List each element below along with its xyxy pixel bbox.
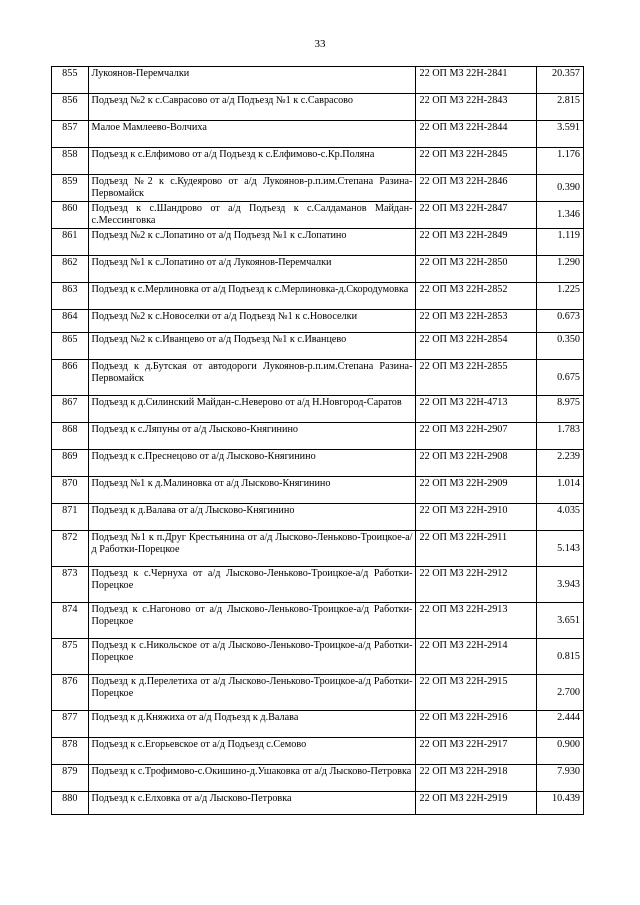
road-length: 0.673 bbox=[537, 310, 584, 333]
row-number: 864 bbox=[52, 310, 89, 333]
table-row bbox=[52, 603, 584, 639]
road-length: 1.346 bbox=[537, 202, 584, 229]
road-name: Подъезд №1 к с.Лопатино от а/д Лукоянов-Перемчалки bbox=[88, 256, 416, 283]
road-name: Лукоянов-Перемчалки bbox=[88, 67, 416, 94]
road-length: 4.035 bbox=[537, 504, 584, 531]
road-name: Подъезд к с.Елховка от а/д Лысково-Петровка bbox=[88, 792, 416, 815]
table-row bbox=[52, 792, 584, 815]
row-number: 856 bbox=[52, 94, 89, 121]
road-length: 1.176 bbox=[537, 148, 584, 175]
road-name: Подъезд к с.Нагоново от а/д Лысково-Леньково-Троицкое-а/д Работки-Порецкое bbox=[88, 603, 416, 639]
road-name: Подъезд №2 к с.Новоселки от а/д Подъезд №1 к с.Новоселки bbox=[88, 310, 416, 333]
road-id: 22 ОП МЗ 22Н-2853 bbox=[416, 310, 537, 333]
road-length: 5.143 bbox=[537, 531, 584, 567]
road-length: 2.239 bbox=[537, 450, 584, 477]
road-name: Подъезд к д.Княжиха от а/д Подъезд к д.Валава bbox=[88, 711, 416, 738]
road-name: Подъезд к с.Ляпуны от а/д Лысково-Княгинино bbox=[88, 423, 416, 450]
row-number: 872 bbox=[52, 531, 89, 567]
row-number: 876 bbox=[52, 675, 89, 711]
table-row bbox=[52, 504, 584, 531]
road-id: 22 ОП МЗ 22Н-2919 bbox=[416, 792, 537, 815]
road-length: 7.930 bbox=[537, 765, 584, 792]
row-number: 860 bbox=[52, 202, 89, 229]
row-number: 866 bbox=[52, 360, 89, 396]
road-id: 22 ОП МЗ 22Н-2909 bbox=[416, 477, 537, 504]
road-id: 22 ОП МЗ 22Н-2913 bbox=[416, 603, 537, 639]
row-number: 869 bbox=[52, 450, 89, 477]
row-number: 870 bbox=[52, 477, 89, 504]
row-number: 875 bbox=[52, 639, 89, 675]
row-number: 863 bbox=[52, 283, 89, 310]
row-number: 878 bbox=[52, 738, 89, 765]
road-length: 1.225 bbox=[537, 283, 584, 310]
road-id: 22 ОП МЗ 22Н-2907 bbox=[416, 423, 537, 450]
road-name: Подъезд к с.Егорьевское от а/д Подъезд с.Семово bbox=[88, 738, 416, 765]
table-row bbox=[52, 310, 584, 333]
road-name: Подъезд к с.Елфимово от а/д Подъезд к с.Елфимово-с.Кр.Поляна bbox=[88, 148, 416, 175]
table-row bbox=[52, 765, 584, 792]
road-id: 22 ОП МЗ 22Н-2918 bbox=[416, 765, 537, 792]
table-row bbox=[52, 450, 584, 477]
road-name: Подъезд №1 к д.Малиновка от а/д Лысково-Княгинино bbox=[88, 477, 416, 504]
road-length: 20.357 bbox=[537, 67, 584, 94]
road-name: Подъезд к с.Мерлиновка от а/д Подъезд к с.Мерлиновка-д.Скородумовка bbox=[88, 283, 416, 310]
row-number: 874 bbox=[52, 603, 89, 639]
table-row bbox=[52, 396, 584, 423]
road-id: 22 ОП МЗ 22Н-2841 bbox=[416, 67, 537, 94]
table-row bbox=[52, 229, 584, 256]
road-length: 1.119 bbox=[537, 229, 584, 256]
road-name: Подъезд №2 к с.Иванцево от а/д Подъезд №1 к с.Иванцево bbox=[88, 333, 416, 360]
table-row bbox=[52, 67, 584, 94]
road-length: 0.815 bbox=[537, 639, 584, 675]
table-row bbox=[52, 738, 584, 765]
row-number: 862 bbox=[52, 256, 89, 283]
road-name: Подъезд №1 к п.Друг Крестьянина от а/д Лысково-Леньково-Троицкое-а/д Работки-Порецкое bbox=[88, 531, 416, 567]
roads-table-body bbox=[52, 67, 584, 815]
road-name: Подъезд к д.Бутская от автодороги Лукоянов-р.п.им.Степана Разина-Первомайск bbox=[88, 360, 416, 396]
road-length: 2.815 bbox=[537, 94, 584, 121]
page-number: 33 bbox=[314, 38, 326, 50]
road-id: 22 ОП МЗ 22Н-2910 bbox=[416, 504, 537, 531]
road-id: 22 ОП МЗ 22Н-2847 bbox=[416, 202, 537, 229]
road-id: 22 ОП МЗ 22Н-2845 bbox=[416, 148, 537, 175]
row-number: 865 bbox=[52, 333, 89, 360]
road-name: Подъезд к с.Чернуха от а/д Лысково-Леньково-Троицкое-а/д Работки-Порецкое bbox=[88, 567, 416, 603]
table-row bbox=[52, 333, 584, 360]
road-length: 2.700 bbox=[537, 675, 584, 711]
road-length: 1.014 bbox=[537, 477, 584, 504]
table-row bbox=[52, 121, 584, 148]
road-name: Подъезд к с.Шандрово от а/д Подъезд к с.Салдаманов Майдан-с.Мессинговка bbox=[88, 202, 416, 229]
table-row bbox=[52, 360, 584, 396]
table-row bbox=[52, 477, 584, 504]
road-id: 22 ОП МЗ 22Н-2911 bbox=[416, 531, 537, 567]
row-number: 858 bbox=[52, 148, 89, 175]
road-name: Подъезд №2 к с.Кудеярово от а/д Лукоянов-р.п.им.Степана Разина-Первомайск bbox=[88, 175, 416, 202]
road-length: 0.675 bbox=[537, 360, 584, 396]
road-name: Подъезд к с.Трофимово-с.Окишино-д.Ушаковка от а/д Лысково-Петровка bbox=[88, 765, 416, 792]
road-id: 22 ОП МЗ 22Н-2852 bbox=[416, 283, 537, 310]
road-length: 3.591 bbox=[537, 121, 584, 148]
row-number: 873 bbox=[52, 567, 89, 603]
road-length: 3.943 bbox=[537, 567, 584, 603]
row-number: 859 bbox=[52, 175, 89, 202]
road-length: 0.350 bbox=[537, 333, 584, 360]
road-length: 3.651 bbox=[537, 603, 584, 639]
row-number: 855 bbox=[52, 67, 89, 94]
row-number: 877 bbox=[52, 711, 89, 738]
table-row bbox=[52, 639, 584, 675]
road-name: Подъезд к с.Преснецово от а/д Лысково-Княгинино bbox=[88, 450, 416, 477]
table-row bbox=[52, 675, 584, 711]
road-id: 22 ОП МЗ 22Н-2914 bbox=[416, 639, 537, 675]
row-number: 857 bbox=[52, 121, 89, 148]
road-name: Подъезд к д.Перелетиха от а/д Лысково-Леньково-Троицкое-а/д Работки-Порецкое bbox=[88, 675, 416, 711]
road-id: 22 ОП МЗ 22Н-2855 bbox=[416, 360, 537, 396]
road-id: 22 ОП МЗ 22Н-2908 bbox=[416, 450, 537, 477]
road-length: 8.975 bbox=[537, 396, 584, 423]
road-id: 22 ОП МЗ 22Н-2854 bbox=[416, 333, 537, 360]
row-number: 868 bbox=[52, 423, 89, 450]
road-name: Подъезд к д.Валава от а/д Лысково-Княгинино bbox=[88, 504, 416, 531]
road-id: 22 ОП МЗ 22Н-2912 bbox=[416, 567, 537, 603]
table-row bbox=[52, 567, 584, 603]
row-number: 871 bbox=[52, 504, 89, 531]
road-id: 22 ОП МЗ 22Н-2915 bbox=[416, 675, 537, 711]
row-number: 867 bbox=[52, 396, 89, 423]
row-number: 879 bbox=[52, 765, 89, 792]
road-length: 0.900 bbox=[537, 738, 584, 765]
road-id: 22 ОП МЗ 22Н-4713 bbox=[416, 396, 537, 423]
road-name: Подъезд к д.Силинский Майдан-с.Неверово от а/д Н.Новгород-Саратов bbox=[88, 396, 416, 423]
road-name: Подъезд к с.Никольское от а/д Лысково-Леньково-Троицкое-а/д Работки-Порецкое bbox=[88, 639, 416, 675]
road-id: 22 ОП МЗ 22Н-2846 bbox=[416, 175, 537, 202]
road-id: 22 ОП МЗ 22Н-2844 bbox=[416, 121, 537, 148]
table-row bbox=[52, 423, 584, 450]
row-number: 880 bbox=[52, 792, 89, 815]
table-row bbox=[52, 175, 584, 202]
road-name: Малое Мамлеево-Волчиха bbox=[88, 121, 416, 148]
road-id: 22 ОП МЗ 22Н-2850 bbox=[416, 256, 537, 283]
table-row bbox=[52, 531, 584, 567]
table-row bbox=[52, 202, 584, 229]
road-length: 2.444 bbox=[537, 711, 584, 738]
table-row bbox=[52, 711, 584, 738]
road-length: 0.390 bbox=[537, 175, 584, 202]
table-row bbox=[52, 148, 584, 175]
table-row bbox=[52, 283, 584, 310]
road-id: 22 ОП МЗ 22Н-2917 bbox=[416, 738, 537, 765]
road-name: Подъезд №2 к с.Лопатино от а/д Подъезд №1 к с.Лопатино bbox=[88, 229, 416, 256]
road-name: Подъезд №2 к с.Саврасово от а/д Подъезд №1 к с.Саврасово bbox=[88, 94, 416, 121]
row-number: 861 bbox=[52, 229, 89, 256]
table-row bbox=[52, 256, 584, 283]
road-id: 22 ОП МЗ 22Н-2916 bbox=[416, 711, 537, 738]
table-row bbox=[52, 94, 584, 121]
road-id: 22 ОП МЗ 22Н-2843 bbox=[416, 94, 537, 121]
road-length: 10.439 bbox=[537, 792, 584, 815]
road-length: 1.783 bbox=[537, 423, 584, 450]
road-id: 22 ОП МЗ 22Н-2849 bbox=[416, 229, 537, 256]
road-length: 1.290 bbox=[537, 256, 584, 283]
roads-table bbox=[51, 66, 584, 815]
